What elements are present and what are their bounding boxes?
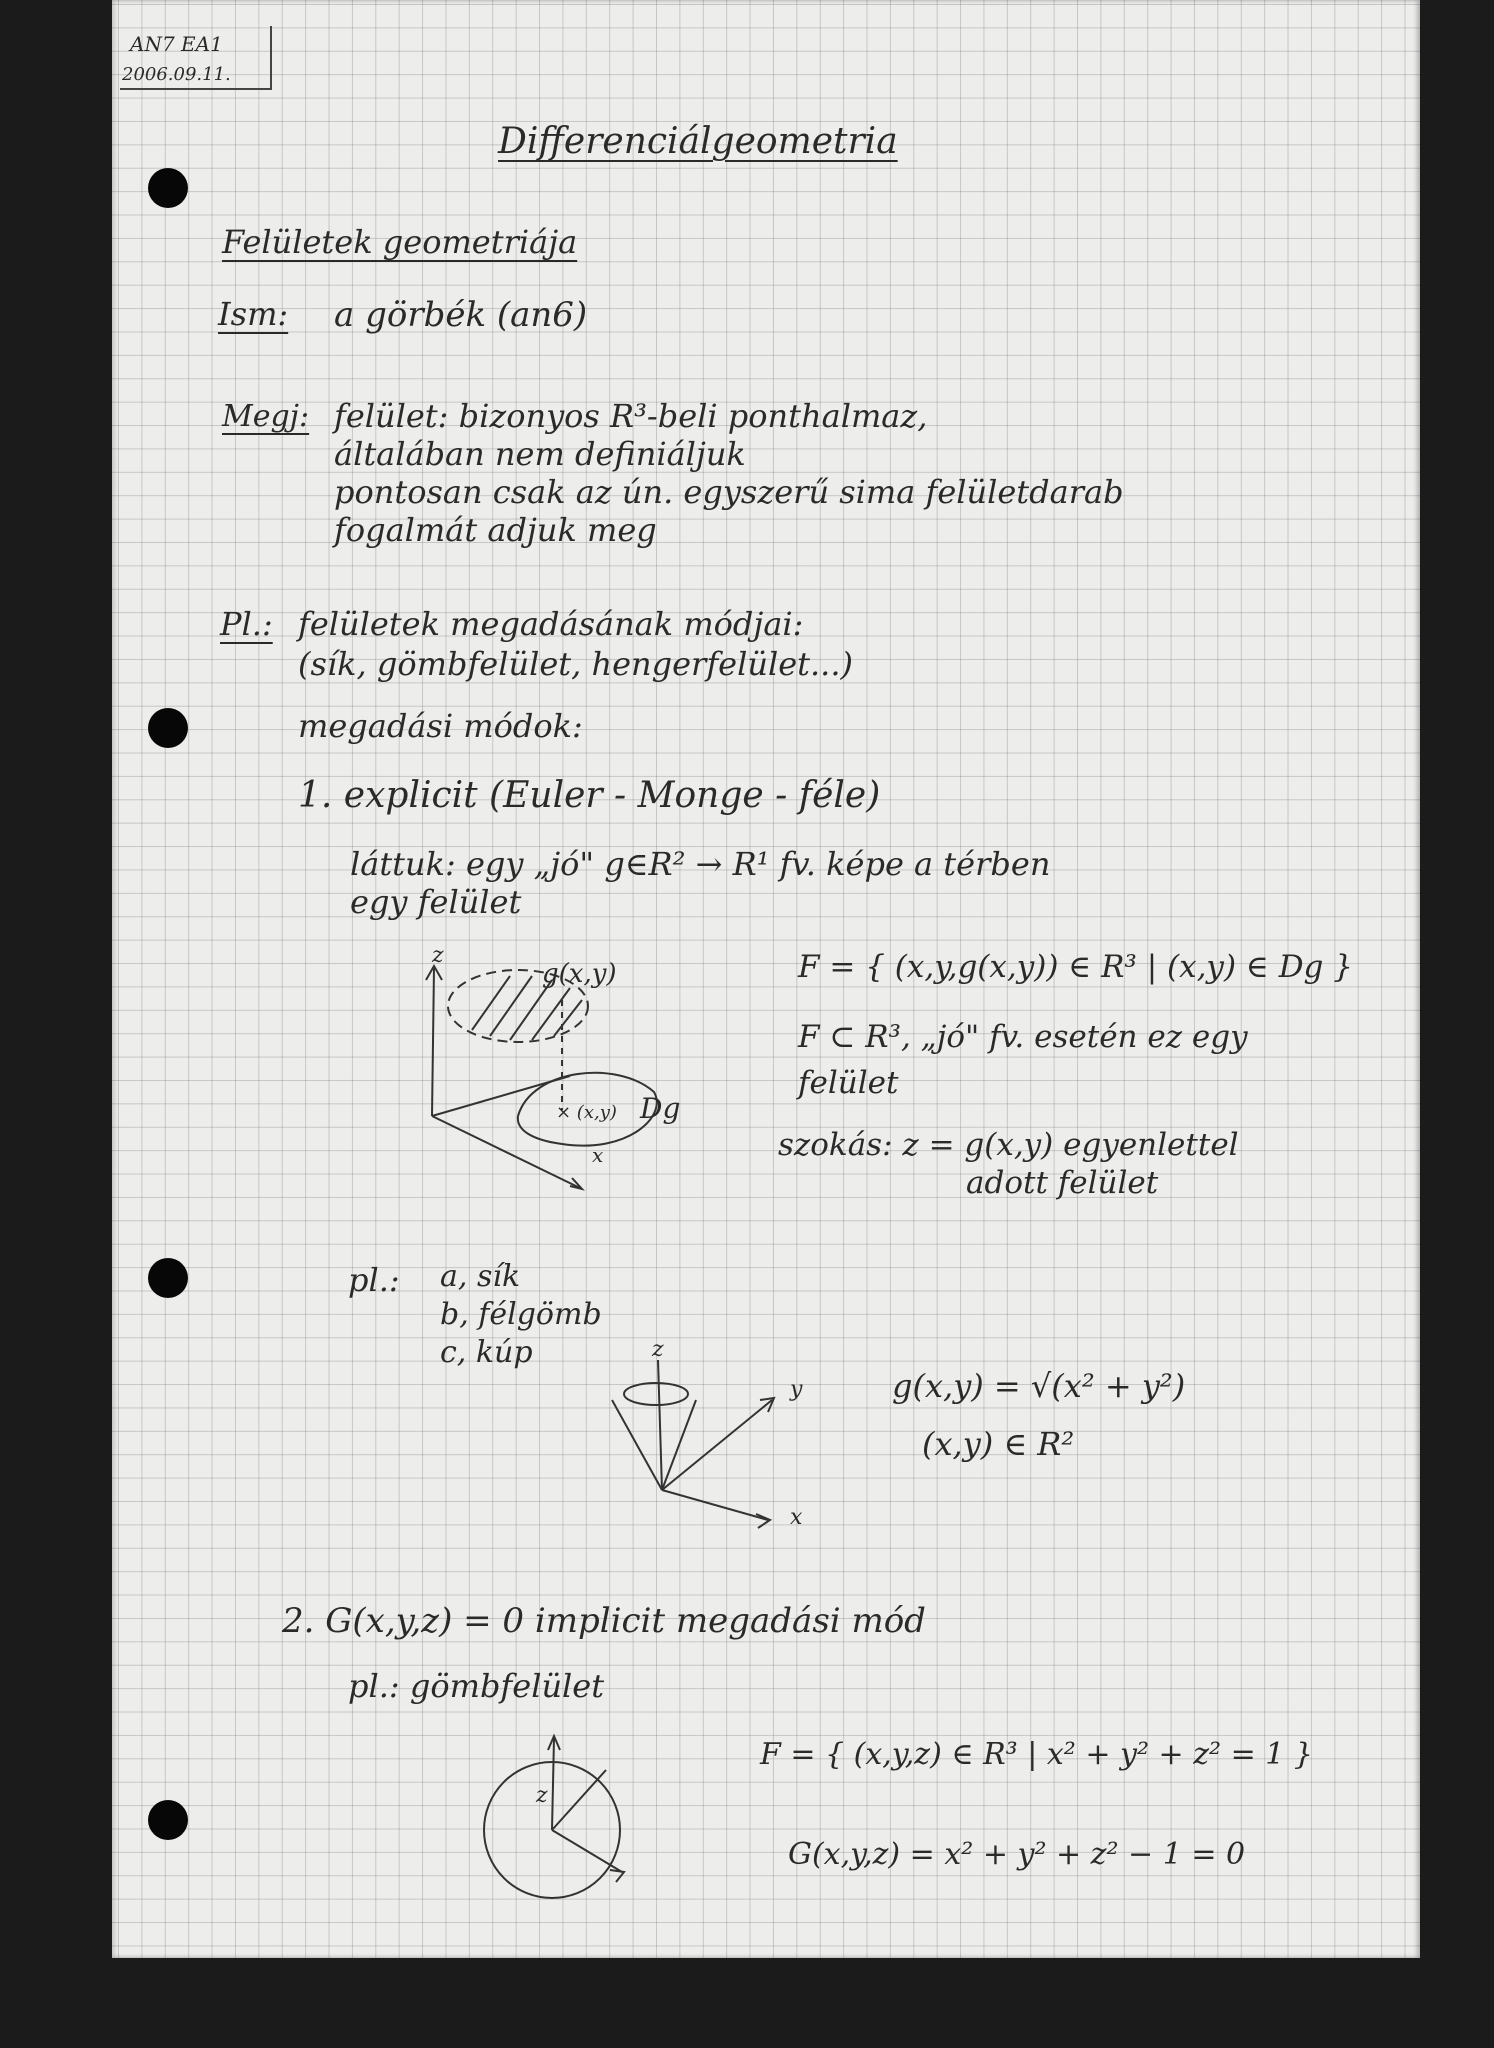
- methods-heading: megadási módok:: [298, 707, 583, 745]
- ism-label: Ism:: [218, 295, 289, 333]
- implicit-example: pl.: gömbfelület: [348, 1667, 605, 1705]
- punch-hole: [148, 708, 188, 748]
- pl-label: Pl.:: [220, 605, 273, 643]
- cone-domain: (x,y) ∈ R²: [922, 1425, 1075, 1463]
- lecture-date: 2006.09.11.: [122, 64, 231, 85]
- megj-line: pontosan csak az ún. egyszerű sima felületdarab: [334, 473, 1124, 511]
- example-item: b, félgömb: [440, 1297, 602, 1332]
- cone-rim: [624, 1383, 688, 1405]
- example-item: c, kúp: [440, 1335, 533, 1370]
- punch-hole: [148, 168, 188, 208]
- z-axis-label: z: [652, 1337, 664, 1362]
- convention-line: szokás: z = g(x,y) egyenlettel: [778, 1127, 1239, 1163]
- surface-label: g(x,y): [542, 959, 617, 989]
- cone-function: g(x,y) = √(x² + y²): [892, 1367, 1186, 1405]
- megj-line: fogalmát adjuk meg: [334, 511, 657, 549]
- course-code: AN7 EA1: [130, 32, 223, 56]
- x-axis-arrowhead: [610, 1870, 624, 1882]
- pl-line: felületek megadásának módjai:: [298, 605, 804, 643]
- explicit-line: egy felület: [350, 883, 522, 921]
- z-axis-label: z: [432, 943, 444, 968]
- ism-text: a görbék (an6): [334, 295, 588, 335]
- examples-label: pl.:: [348, 1261, 400, 1299]
- sphere-label: z: [536, 1783, 548, 1808]
- megj-label: Megj:: [222, 399, 310, 434]
- punch-hole: [148, 1800, 188, 1840]
- point-label: × (x,y): [556, 1102, 617, 1123]
- sphere-figure: [472, 1720, 672, 1910]
- y-axis: [552, 1770, 606, 1830]
- punch-hole: [148, 1258, 188, 1298]
- x-axis: [552, 1830, 622, 1872]
- x-axis-label: x: [592, 1143, 604, 1167]
- example-item: a, sík: [440, 1259, 521, 1294]
- hatch-line: [490, 976, 532, 1036]
- hatch-line: [472, 976, 510, 1030]
- cone-figure: [602, 1337, 832, 1530]
- page-title: Differenciálgeometria: [498, 121, 898, 162]
- x-axis-label: x: [790, 1505, 803, 1530]
- sphere-set-formula: F = { (x,y,z) ∈ R³ | x² + y² + z² = 1 }: [760, 1737, 1313, 1772]
- x-axis: [432, 1116, 580, 1188]
- megj-line: felület: bizonyos R³-beli ponthalmaz,: [334, 397, 928, 435]
- z-axis: [552, 1738, 554, 1830]
- megj-line: általában nem definiáljuk: [334, 435, 746, 473]
- y-axis-label: y: [790, 1377, 803, 1402]
- domain-label: Dg: [640, 1092, 681, 1125]
- section-heading: Felületek geometriája: [222, 223, 578, 261]
- convention-line: adott felület: [966, 1165, 1159, 1201]
- formula-f-surface: felület: [798, 1065, 899, 1101]
- explicit-heading: 1. explicit (Euler - Monge - féle): [298, 775, 881, 816]
- pl-line: (sík, gömbfelület, hengerfelület...): [298, 645, 853, 683]
- z-axis: [658, 1360, 662, 1490]
- cone-side: [612, 1400, 662, 1490]
- formula-f-subset: F ⊂ R³, „jó" fv. esetén ez egy: [798, 1019, 1248, 1055]
- implicit-heading: 2. G(x,y,z) = 0 implicit megadási mód: [282, 1601, 926, 1641]
- explicit-line: láttuk: egy „jó" g∈R² → R¹ fv. képe a térben: [350, 845, 1051, 883]
- x-axis-arrowhead: [756, 1514, 770, 1528]
- formula-f-set: F = { (x,y,g(x,y)) ∈ R³ | (x,y) ∈ Dg }: [798, 949, 1353, 985]
- z-axis: [432, 968, 434, 1116]
- sphere-implicit-equation: G(x,y,z) = x² + y² + z² − 1 = 0: [788, 1837, 1246, 1872]
- x-axis: [662, 1490, 768, 1520]
- explicit-surface-figure: [392, 940, 722, 1200]
- graph-paper-sheet: [112, 0, 1420, 1958]
- hatch-line: [510, 980, 552, 1040]
